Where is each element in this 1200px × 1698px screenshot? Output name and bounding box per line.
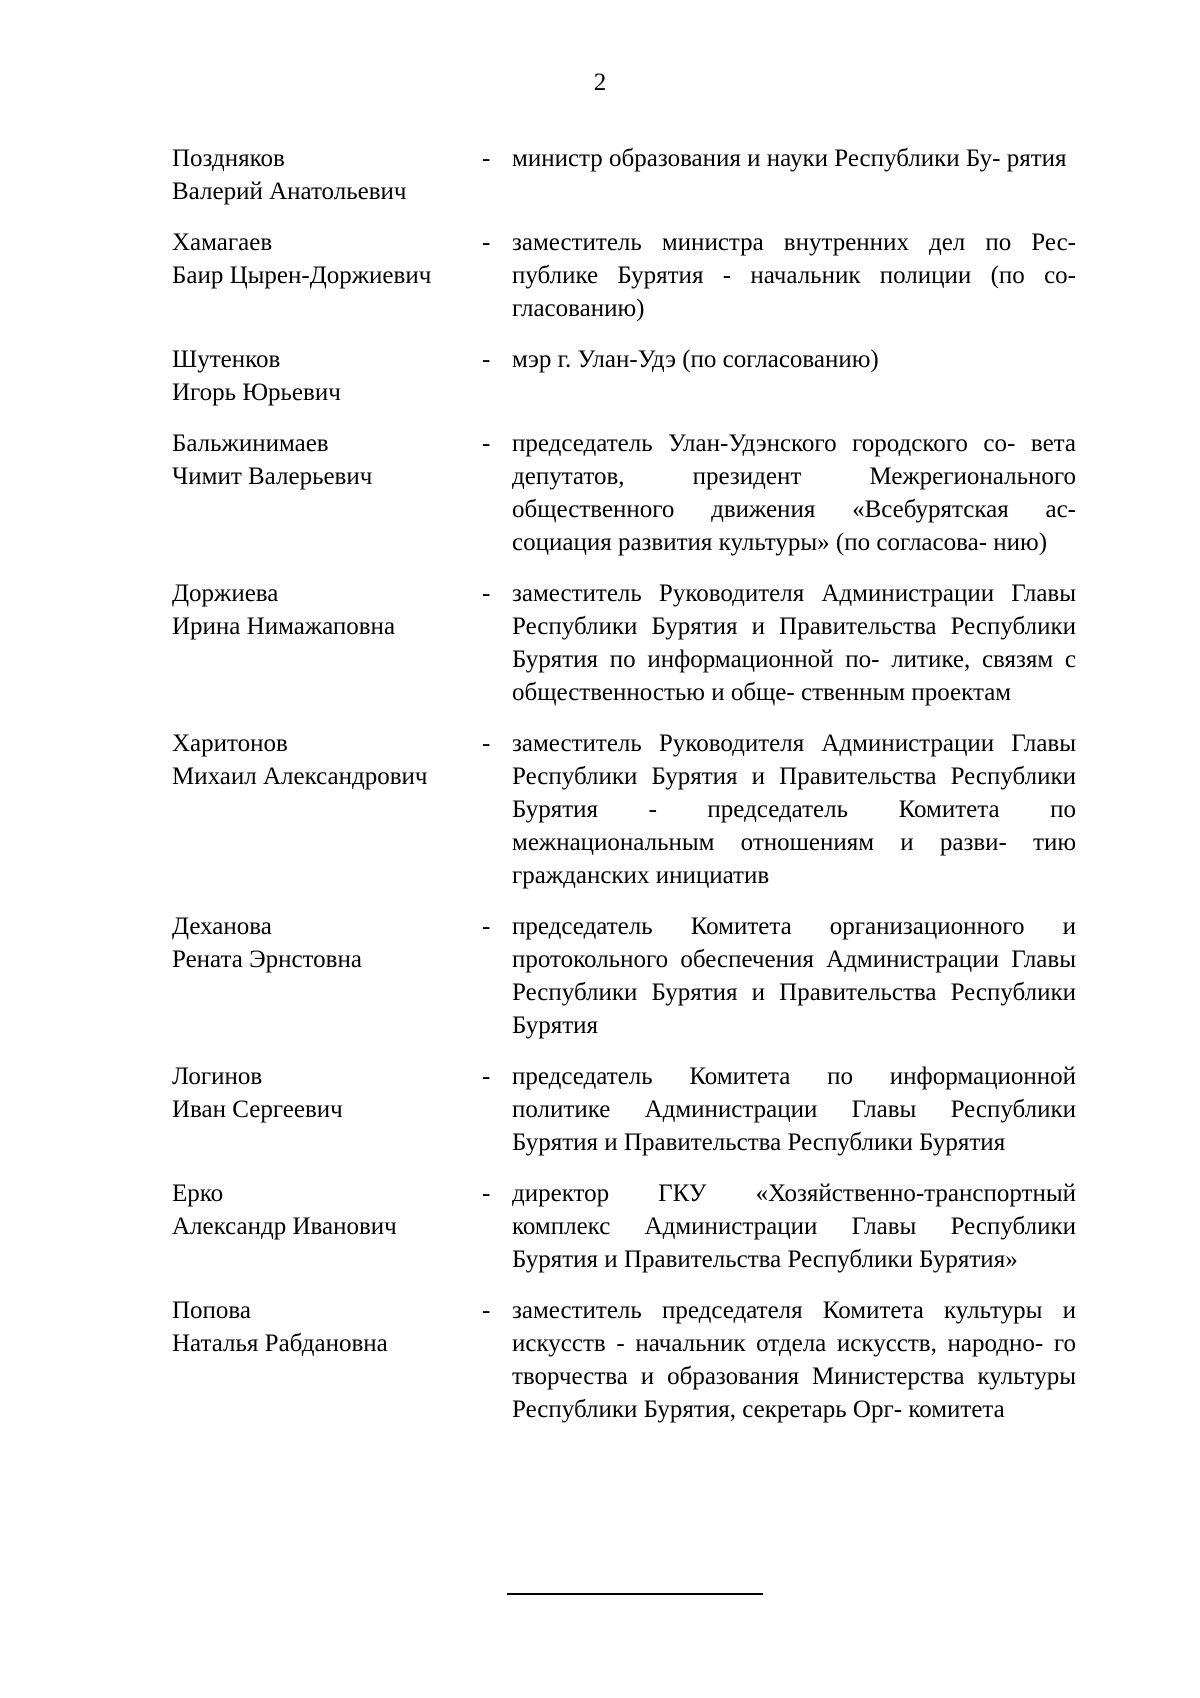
member-position-line: общественного движения «Всебурятская ас- — [512, 496, 1076, 523]
member-position-line: председатель Комитета организационного и — [512, 913, 1076, 940]
member-name — [172, 226, 482, 292]
member-position-line: гласованию) — [512, 295, 645, 322]
member-position-line: заместитель Руководителя Администрации — [512, 580, 995, 607]
member-position — [512, 1177, 1076, 1276]
member-position-line: Главы Республики Бурятия и Правительства — [512, 946, 1076, 1006]
member-position-line: мэр г. Улан-Удэ (по согласованию) — [512, 346, 879, 373]
member-position-line: политике Администрации Главы Республики — [512, 1096, 1076, 1123]
member-position — [512, 226, 1076, 325]
member-position-line: ственным проектам — [800, 679, 1012, 706]
member-position — [512, 1060, 1076, 1159]
member-entry — [172, 727, 1094, 892]
separator-dash: - — [482, 1180, 491, 1207]
member-surname: Харитонов — [172, 730, 288, 757]
separator-dash: - — [482, 229, 491, 256]
member-given-names: Валерий Анатольевич — [172, 178, 407, 205]
member-name — [172, 577, 482, 643]
member-name — [172, 1060, 482, 1126]
member-position-line: Главы Республики Бурятия и Правительства — [512, 730, 1077, 790]
member-position — [512, 343, 1076, 376]
member-surname: Бальжинимаев — [172, 430, 329, 457]
member-position — [512, 1294, 1076, 1426]
member-entry — [172, 1177, 1094, 1276]
separator-dash: - — [482, 346, 491, 373]
member-name — [172, 142, 482, 208]
member-position-line: рятия — [1006, 145, 1067, 172]
member-position — [512, 577, 1076, 709]
member-given-names: Иван Сергеевич — [172, 1096, 343, 1123]
member-position-line: Бурятия и Правительства Республики Бурятия» — [512, 1246, 1018, 1273]
member-position-line: публике Бурятия - начальник полиции (по со- — [512, 262, 1076, 289]
member-position — [512, 727, 1076, 892]
member-surname: Ерко — [172, 1180, 224, 1207]
member-position-line: литике, связям с общественностью и обще- — [512, 646, 1077, 706]
member-name — [172, 427, 482, 493]
member-position-line: протокольного обеспечения Администрации — [512, 946, 999, 973]
member-surname: Хамагаев — [172, 229, 273, 256]
member-name — [172, 910, 482, 976]
committee-members-list — [172, 142, 1094, 1426]
separator-dash: - — [482, 580, 491, 607]
member-name — [172, 727, 482, 793]
member-given-names: Александр Иванович — [172, 1213, 397, 1240]
member-entry — [172, 343, 1094, 409]
member-position-line: комитета — [908, 1396, 1005, 1423]
member-position-line: социация развития культуры» (по согласова- — [512, 529, 988, 556]
member-position-line: заместитель председателя Комитета культуры и — [512, 1297, 1076, 1324]
member-position-line: тию гражданских инициатив — [512, 829, 1077, 889]
member-surname: Доржиева — [172, 580, 279, 607]
member-position-line: го творчества и образования Министерства — [512, 1330, 1076, 1390]
separator-dash: - — [482, 1297, 491, 1324]
separator-dash: - — [482, 1063, 491, 1090]
member-given-names: Наталья Рабдановна — [172, 1330, 388, 1357]
separator-dash: - — [482, 430, 491, 457]
member-entry — [172, 226, 1094, 325]
member-entry — [172, 142, 1094, 208]
member-position-line: Республики Бурятия — [512, 979, 1077, 1039]
member-position-line: нию) — [993, 529, 1048, 556]
member-name — [172, 1294, 482, 1360]
member-position-line: по межнациональным отношениям и разви- — [512, 796, 1077, 856]
member-position-line: директор ГКУ «Хозяйственно-транспортный — [512, 1180, 1076, 1207]
member-given-names: Михаил Александрович — [172, 763, 428, 790]
member-name — [172, 1177, 482, 1243]
member-position-line: Республики Бурятия - председатель Комитета — [512, 763, 1077, 823]
member-given-names: Игорь Юрьевич — [172, 379, 341, 406]
member-given-names: Рената Эрнстовна — [172, 946, 362, 973]
member-given-names: Ирина Нимажаповна — [172, 613, 396, 640]
member-surname: Попова — [172, 1297, 252, 1324]
end-of-list-rule — [507, 1593, 763, 1595]
member-entry — [172, 1060, 1094, 1159]
member-position-line: Бурятия и Правительства Республики Бурятия — [512, 1129, 1006, 1156]
member-position-line: заместитель министра внутренних дел по Рес- — [512, 229, 1076, 256]
member-surname: Шутенков — [172, 346, 281, 373]
member-position-line: культуры Республики Бурятия, секретарь Орг- — [512, 1363, 1077, 1423]
member-name — [172, 343, 482, 409]
separator-dash: - — [482, 730, 491, 757]
member-position-line: Главы Республики Бурятия и Правительства — [512, 580, 1077, 640]
member-position-line: Республики Бурятия по информационной по- — [512, 613, 1077, 673]
member-position-line: министр образования и науки Республики Бу- — [512, 145, 1001, 172]
member-entry — [172, 1294, 1094, 1426]
member-position — [512, 427, 1076, 559]
member-surname: Поздняков — [172, 145, 285, 172]
page-number: 2 — [593, 69, 607, 96]
member-position-line: председатель Комитета по информационной — [512, 1063, 1076, 1090]
member-position-line: заместитель Руководителя Администрации — [512, 730, 995, 757]
member-position-line: комплекс Администрации Главы Республики — [512, 1213, 1076, 1240]
member-entry — [172, 910, 1094, 1042]
member-position-line: искусств - начальник отдела искусств, народно- — [512, 1330, 1044, 1357]
member-position-line: вета депутатов, президент Межрегионального — [512, 430, 1076, 490]
member-given-names: Баир Цырен-Доржиевич — [172, 262, 432, 289]
member-surname: Логинов — [172, 1063, 263, 1090]
separator-dash: - — [482, 913, 491, 940]
member-entry — [172, 577, 1094, 709]
member-position — [512, 142, 1076, 175]
separator-dash: - — [482, 145, 491, 172]
member-position — [512, 910, 1076, 1042]
member-surname: Деханова — [172, 913, 272, 940]
member-entry — [172, 427, 1094, 559]
member-given-names: Чимит Валерьевич — [172, 463, 373, 490]
member-position-line: председатель Улан-Удэнского городского со- — [512, 430, 1016, 457]
